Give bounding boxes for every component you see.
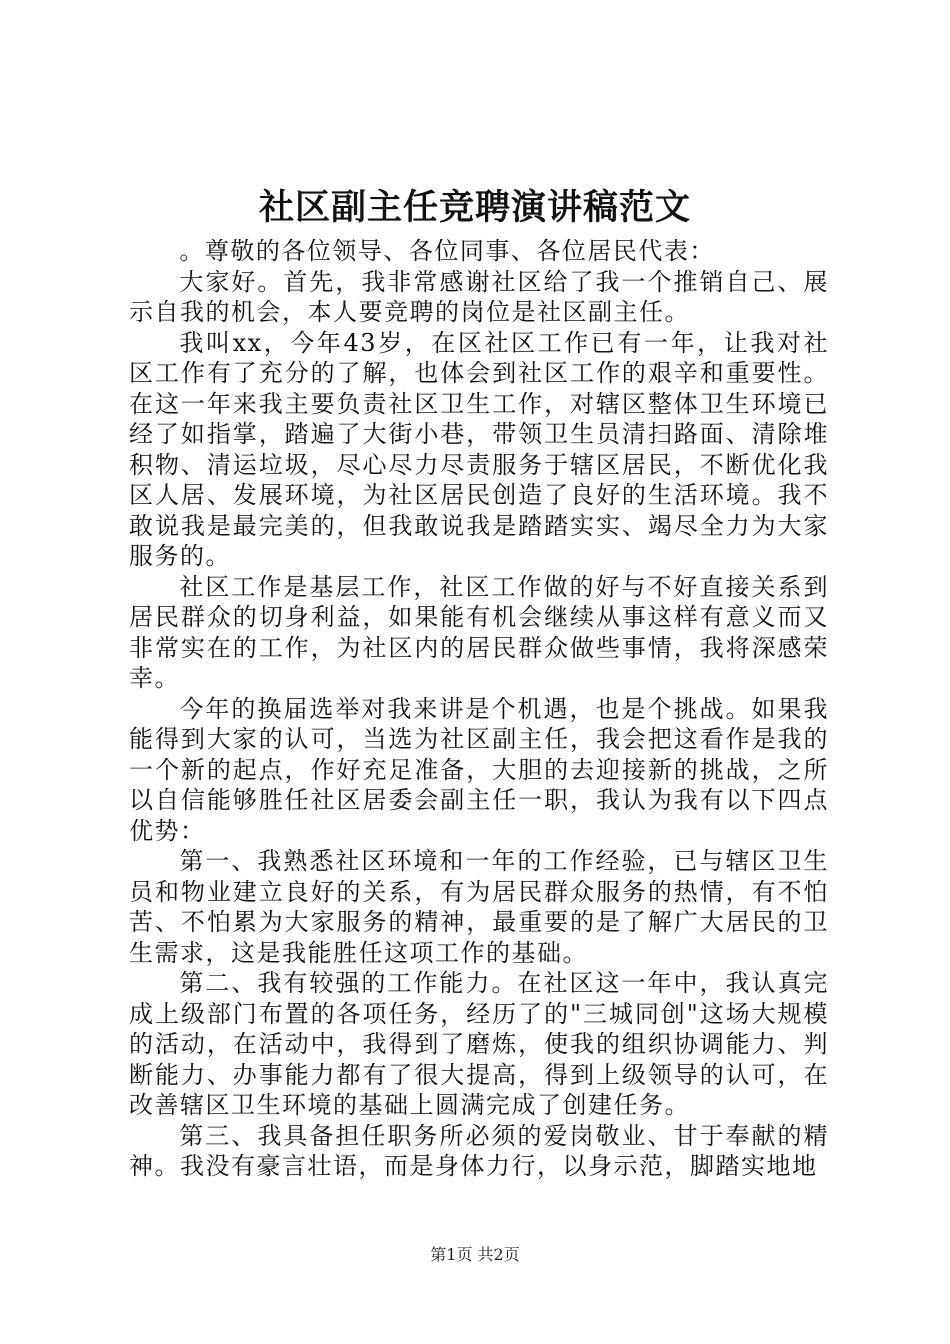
paragraph-salutation: 。尊敬的各位领导、各位同事、各位居民代表：: [179, 237, 715, 265]
paragraph-self-introduction: 我叫xx，今年43岁，在区社区工作已有一年，让我对社区工作有了充分的了解，也体会到社区工作的艰辛和重要性。在这一年来我主要负责社区卫生工作，对辖区整体卫生环境已经了如指掌，踏遍了大街小巷，带领卫生员清扫路面、清除堆积物、清运垃圾，尽心尽力尽责服务于辖区居民，不断优化我区人居、发展环境，为社区居民创造了良好的生活环境。我不敢说我是最完美的，但我敢说我是踏踏实实、竭尽全力为大家服务的。: [129, 328, 829, 570]
paragraph-election: 今年的换届选举对我来讲是个机遇，也是个挑战。如果我能得到大家的认可，当选为社区副主任，我会把这看作是我的一个新的起点，作好充足准备，大胆的去迎接新的挑战，之所以自信能够胜任社区居委会副主任一职，我认为我有以下四点优势：: [129, 694, 829, 845]
paragraph-advantage-one: 第一、我熟悉社区环境和一年的工作经验，已与辖区卫生员和物业建立良好的关系，有为居民群众服务的热情，有不怕苦、不怕累为大家服务的精神，最重要的是了解广大居民的卫生需求，这是我能胜任这项工作的基础。: [129, 847, 829, 967]
paragraph-greeting: 大家好。首先，我非常感谢社区给了我一个推销自己、展示自我的机会，本人要竞聘的岗位是社区副主任。: [129, 267, 829, 326]
page-number-footer: 第1页 共2页: [430, 1245, 520, 1264]
paragraph-advantage-two: 第二、我有较强的工作能力。在社区这一年中，我认真完成上级部门布置的各项任务，经历了的"三城同创"这场大规模的活动，在活动中，我得到了磨炼，使我的组织协调能力、判断能力、办事能力都有了很大提高，得到上级领导的认可，在改善辖区卫生环境的基础上圆满完成了创建任务。: [129, 969, 829, 1119]
paragraph-advantage-three: 第三、我具备担任职务所必须的爱岗敬业、甘于奉献的精神。我没有豪言壮语，而是身体力行，以身示范，脚踏实地地: [129, 1121, 829, 1180]
document-body: [129, 236, 829, 1182]
paragraph-community-work: 社区工作是基层工作，社区工作做的好与不好直接关系到居民群众的切身利益，如果能有机会继续从事这样有意义而又非常实在的工作，为社区内的居民群众做些事情，我将深感荣幸。: [129, 572, 829, 692]
document-title: 社区副主任竞聘演讲稿范文: [258, 187, 691, 228]
